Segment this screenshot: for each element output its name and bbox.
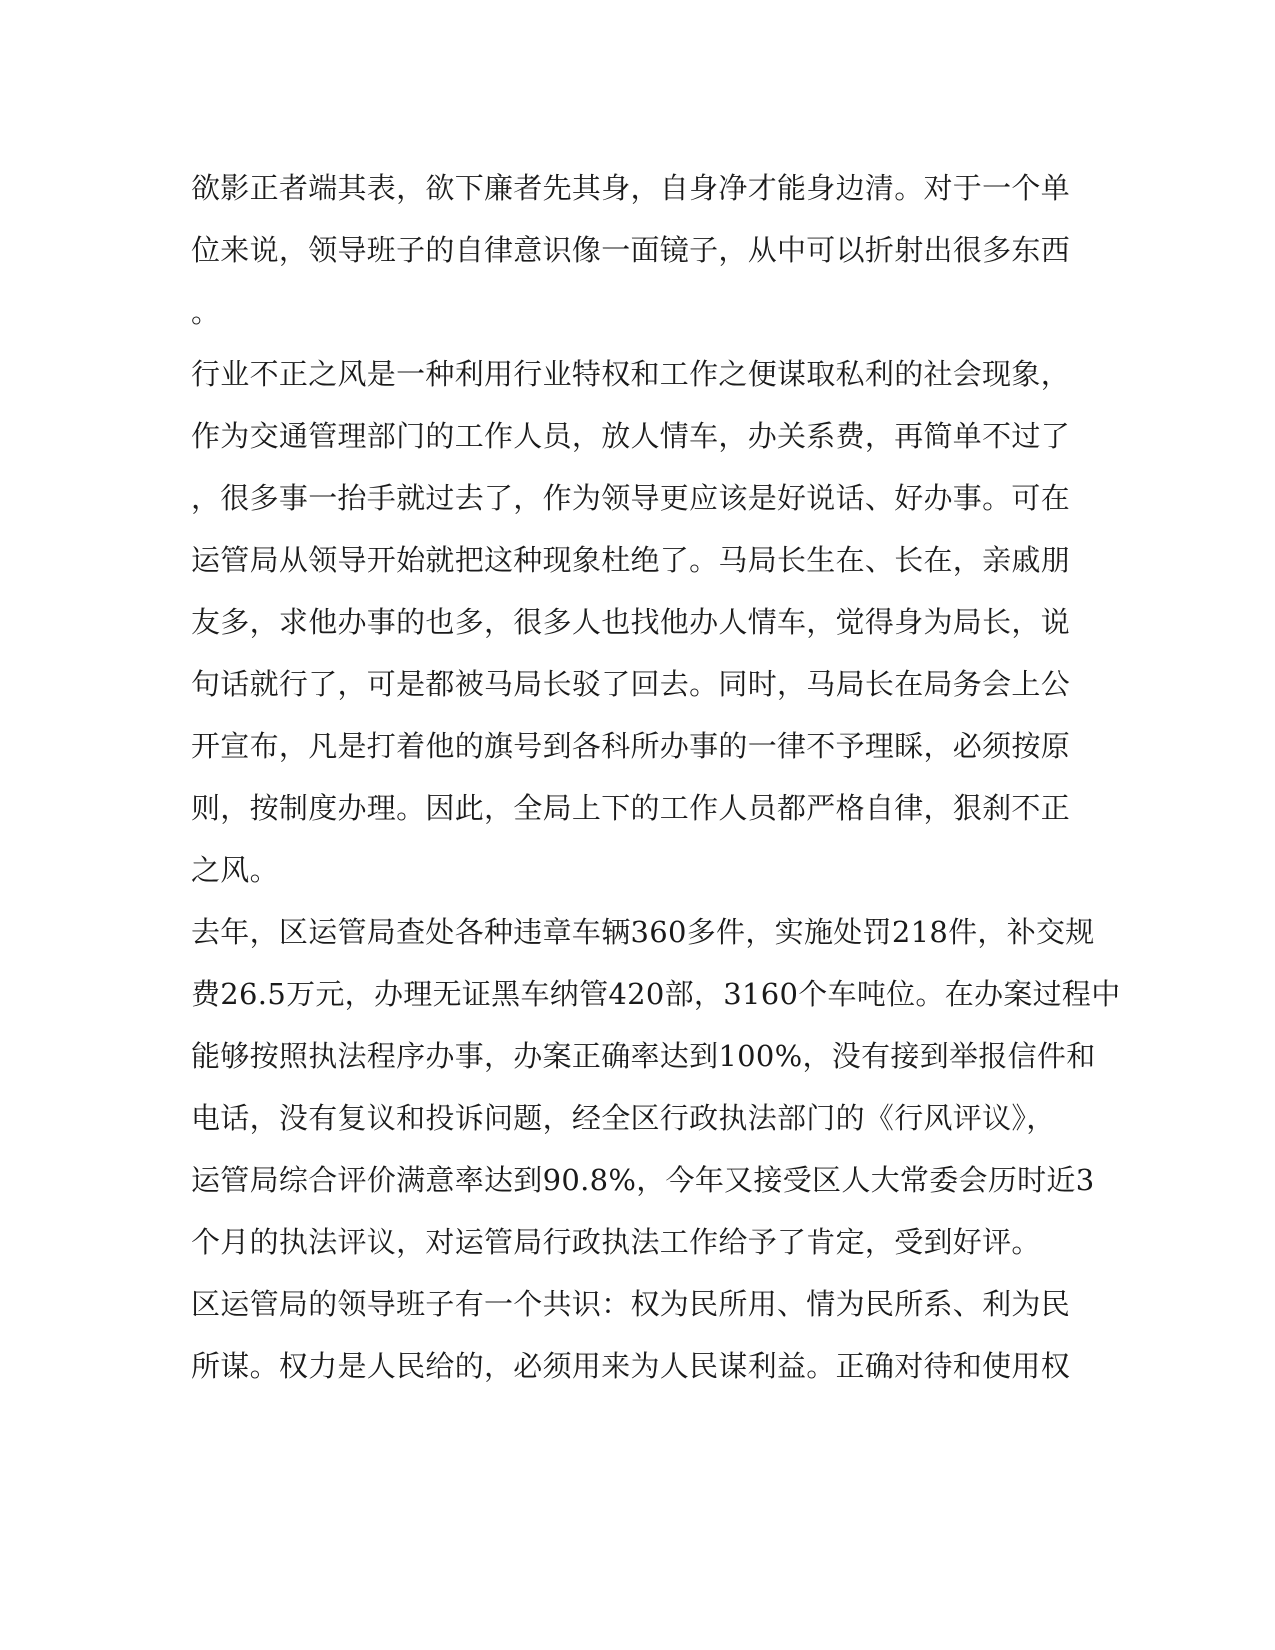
text-line: 。 <box>191 295 221 329</box>
text-line: 欲影正者端其表，欲下廉者先其身，自身净才能身边清。对于一个单 <box>191 171 1071 205</box>
text-line: 位来说，领导班子的自律意识像一面镜子，从中可以折射出很多东西 <box>191 233 1071 267</box>
text-line: 友多，求他办事的也多，很多人也找他办人情车，觉得身为局长，说 <box>191 605 1071 639</box>
text-line: 句话就行了，可是都被马局长驳了回去。同时，马局长在局务会上公 <box>191 667 1071 701</box>
text-line: 行业不正之风是一种利用行业特权和工作之便谋取私利的社会现象， <box>191 357 1071 391</box>
text-line: ，很多事一抬手就过去了，作为领导更应该是好说话、好办事。可在 <box>191 481 1071 515</box>
text-line: 则，按制度办理。因此，全局上下的工作人员都严格自律，狠刹不正 <box>191 791 1071 825</box>
text-line: 运管局综合评价满意率达到90.8%，今年又接受区人大常委会历时近3 <box>191 1163 1095 1197</box>
text-line: 去年，区运管局查处各种违章车辆360多件，实施处罚218件，补交规 <box>191 915 1095 949</box>
text-line: 所谋。权力是人民给的，必须用来为人民谋利益。正确对待和使用权 <box>191 1349 1071 1383</box>
text-line: 运管局从领导开始就把这种现象杜绝了。马局长生在、长在，亲戚朋 <box>191 543 1071 577</box>
text-line: 能够按照执法程序办事，办案正确率达到100%，没有接到举报信件和 <box>191 1039 1096 1073</box>
text-line: 个月的执法评议，对运管局行政执法工作给予了肯定，受到好评。 <box>191 1225 1041 1259</box>
text-line: 开宣布，凡是打着他的旗号到各科所办事的一律不予理睬，必须按原 <box>191 729 1071 763</box>
text-line: 电话，没有复议和投诉问题，经全区行政执法部门的《行风评议》， <box>191 1101 1056 1135</box>
text-line: 区运管局的领导班子有一个共识：权为民所用、情为民所系、利为民 <box>191 1287 1071 1321</box>
text-line: 之风。 <box>191 853 279 887</box>
text-line: 费26.5万元，办理无证黑车纳管420部，3160个车吨位。在办案过程中 <box>191 977 1121 1011</box>
text-line: 作为交通管理部门的工作人员，放人情车，办关系费，再简单不过了 <box>191 419 1071 453</box>
